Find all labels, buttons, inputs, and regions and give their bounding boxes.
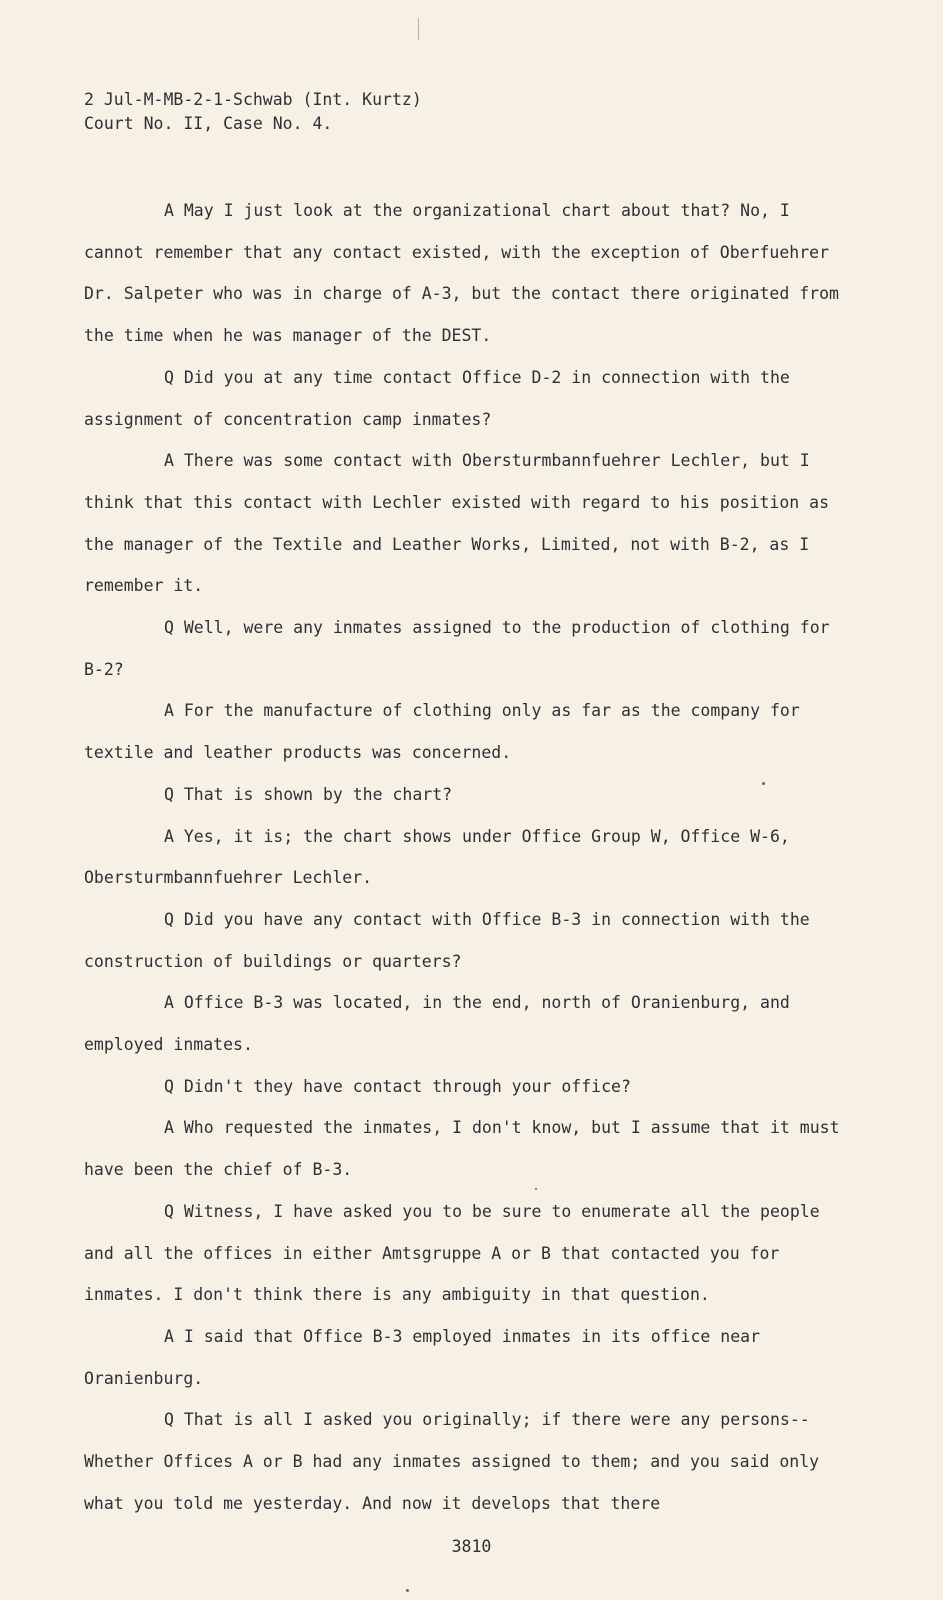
paragraph: A There was some contact with Obersturmbannfuehrer Lechler, but I think that this contact with Lechler existed with regard to his position as the manager of the Textile and Leather Works, Limited, not with B-2, as I remember it.: [84, 451, 830, 596]
page-number: 3810: [451, 1537, 492, 1556]
paragraph: Q Did you at any time contact Office D-2 in connection with the assignment of concentration camp inmates?: [84, 367, 790, 429]
header-line-1: 2 Jul-M-MB-2-1-Schwab (Int. Kurtz): [84, 90, 422, 109]
paragraph: Q Well, were any inmates assigned to the production of clothing for B-2?: [84, 618, 830, 679]
paragraph: Q Did you have any contact with Office B-3 in connection with the construction of buildings or quarters?: [84, 909, 810, 971]
paper-crease: [418, 18, 419, 40]
header-line-2: Court No. II, Case No. 4.: [84, 114, 333, 133]
paragraph: A May I just look at the organizational chart about that? No, I cannot remember that any contact existed, with the exception of Oberfuehrer Dr. Salpeter who was in charge of A-3, but the contact there originated from the time when he was manager of the DEST.: [84, 201, 839, 346]
paragraph: Q Didn't they have contact through your office?: [164, 1076, 631, 1096]
paragraph: A Who requested the inmates, I don't know, but I assume that it must have been the chief of B-3.: [84, 1118, 840, 1180]
paragraph: Q That is shown by the chart?: [164, 784, 453, 804]
document-header: [84, 88, 422, 136]
paragraph: A Yes, it is; the chart shows under Office Group W, Office W-6, Obersturmbannfuehrer Lechler.: [84, 826, 790, 888]
transcript-body: [84, 190, 854, 1525]
paragraph: Q That is all I asked you originally; if there were any persons--Whether Offices A or B had any inmates assigned to them; and you said only what you told me yesterday. And now it develops that there: [84, 1410, 820, 1513]
paragraph: A For the manufacture of clothing only as far as the company for textile and leather products was concerned.: [84, 701, 800, 763]
paper-speck: [406, 1589, 409, 1592]
paragraph: A I said that Office B-3 employed inmates in its office near Oranienburg.: [84, 1326, 761, 1388]
paragraph: A Office B-3 was located, in the end, north of Oranienburg, and employed inmates.: [84, 993, 790, 1055]
paragraph: Q Witness, I have asked you to be sure to enumerate all the people and all the offices in either Amtsgruppe A or B that contacted you for inmates. I don't think there is any ambiguity in that question.: [84, 1201, 820, 1305]
paper-speck: [762, 782, 765, 785]
paper-speck: [535, 1188, 537, 1190]
